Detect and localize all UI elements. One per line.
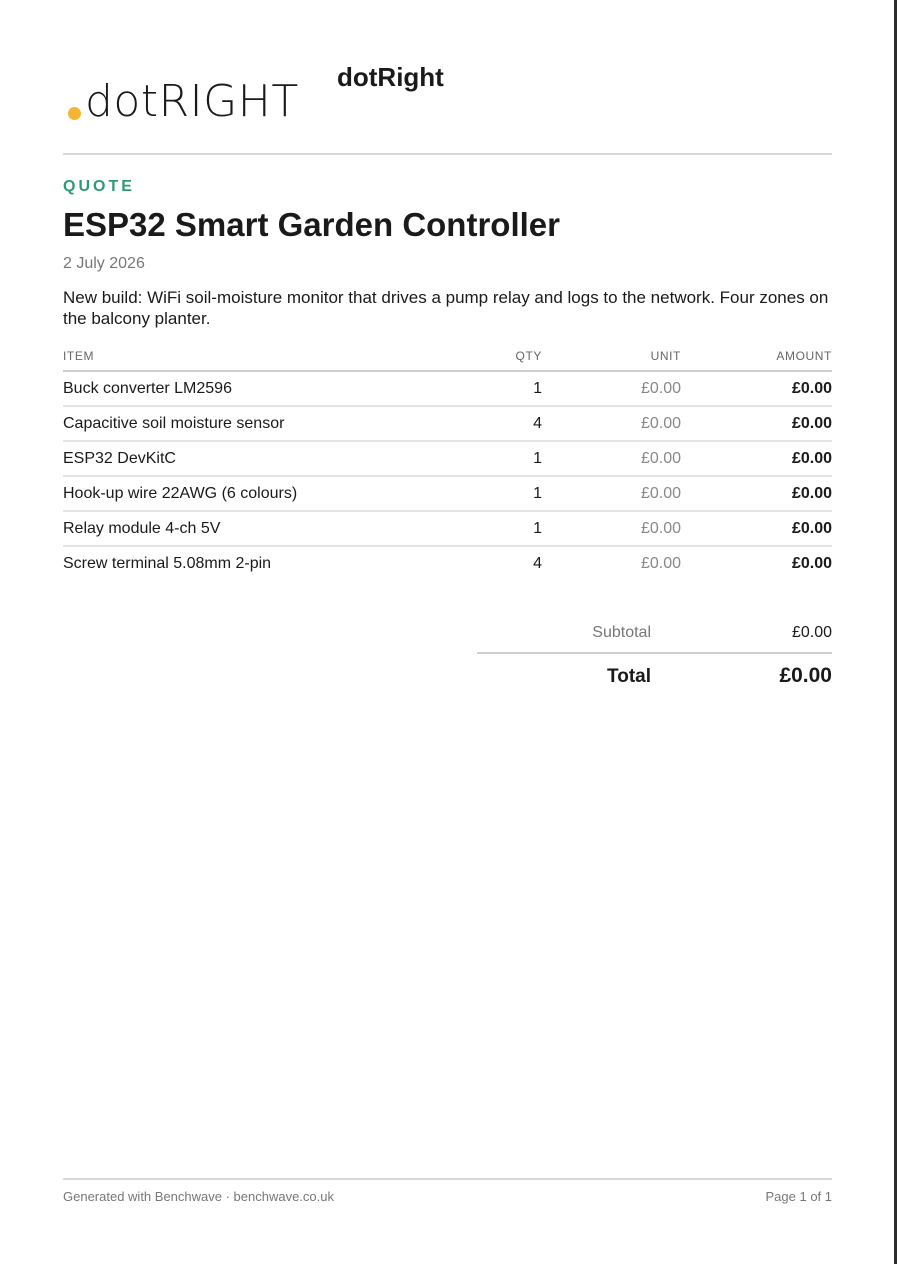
item-qty: 1	[533, 450, 542, 467]
total-value: £0.00	[779, 664, 832, 687]
totals-block	[477, 618, 832, 694]
total-label: Total	[607, 666, 651, 687]
column-header-unit: UNIT	[650, 349, 681, 363]
column-header-item: ITEM	[63, 349, 95, 363]
item-qty: 4	[533, 555, 542, 572]
item-amount: £0.00	[791, 485, 832, 502]
column-header-amount: AMOUNT	[776, 349, 832, 363]
item-name: Relay module 4-ch 5V	[63, 520, 221, 537]
item-amount: £0.00	[791, 415, 832, 432]
item-amount: £0.00	[791, 520, 832, 537]
footer-page-number: Page 1 of 1	[765, 1189, 832, 1204]
item-amount: £0.00	[791, 555, 832, 572]
table-header-row	[63, 346, 832, 372]
document-header	[63, 60, 832, 154]
item-unit-price: £0.00	[640, 380, 681, 397]
footer-divider	[63, 1178, 832, 1180]
item-name: Screw terminal 5.08mm 2-pin	[63, 555, 272, 572]
quote-page	[63, 0, 832, 1264]
logo-text: dotRIGHT	[85, 76, 299, 127]
item-name: Hook-up wire 22AWG (6 colours)	[63, 485, 298, 502]
table-row	[63, 477, 832, 512]
table-row	[63, 512, 832, 547]
item-amount: £0.00	[791, 380, 832, 397]
logo-dot-icon	[68, 107, 81, 120]
item-qty: 4	[533, 415, 542, 432]
item-unit-price: £0.00	[640, 415, 681, 432]
table-row	[63, 372, 832, 407]
item-qty: 1	[533, 520, 542, 537]
total-row	[477, 654, 832, 694]
subtotal-value: £0.00	[791, 624, 832, 641]
item-name: Capacitive soil moisture sensor	[63, 415, 285, 432]
footer-generated-by: Generated with Benchwave · benchwave.co.uk	[63, 1189, 334, 1204]
brand-logo	[68, 76, 299, 126]
table-row	[63, 547, 832, 582]
subtotal-label: Subtotal	[592, 624, 651, 641]
header-divider	[63, 153, 832, 155]
item-unit-price: £0.00	[640, 450, 681, 467]
column-header-qty: QTY	[515, 349, 542, 363]
item-unit-price: £0.00	[640, 485, 681, 502]
subtotal-row	[477, 618, 832, 654]
quote-description: New build: WiFi soil-moisture monitor that drives a pump relay and logs to the network. Four zones on the balcony planter.	[63, 288, 829, 328]
item-qty: 1	[533, 485, 542, 502]
item-name: Buck converter LM2596	[63, 380, 232, 397]
item-name: ESP32 DevKitC	[63, 450, 176, 467]
document-type-label: QUOTE	[63, 178, 135, 195]
quote-date: 2 July 2026	[63, 255, 145, 272]
item-amount: £0.00	[791, 450, 832, 467]
quote-title: ESP32 Smart Garden Controller	[63, 206, 560, 243]
table-row	[63, 407, 832, 442]
item-unit-price: £0.00	[640, 520, 681, 537]
item-unit-price: £0.00	[640, 555, 681, 572]
table-row	[63, 442, 832, 477]
item-qty: 1	[533, 380, 542, 397]
line-items-table	[63, 346, 832, 582]
company-name: dotRight	[337, 62, 444, 92]
